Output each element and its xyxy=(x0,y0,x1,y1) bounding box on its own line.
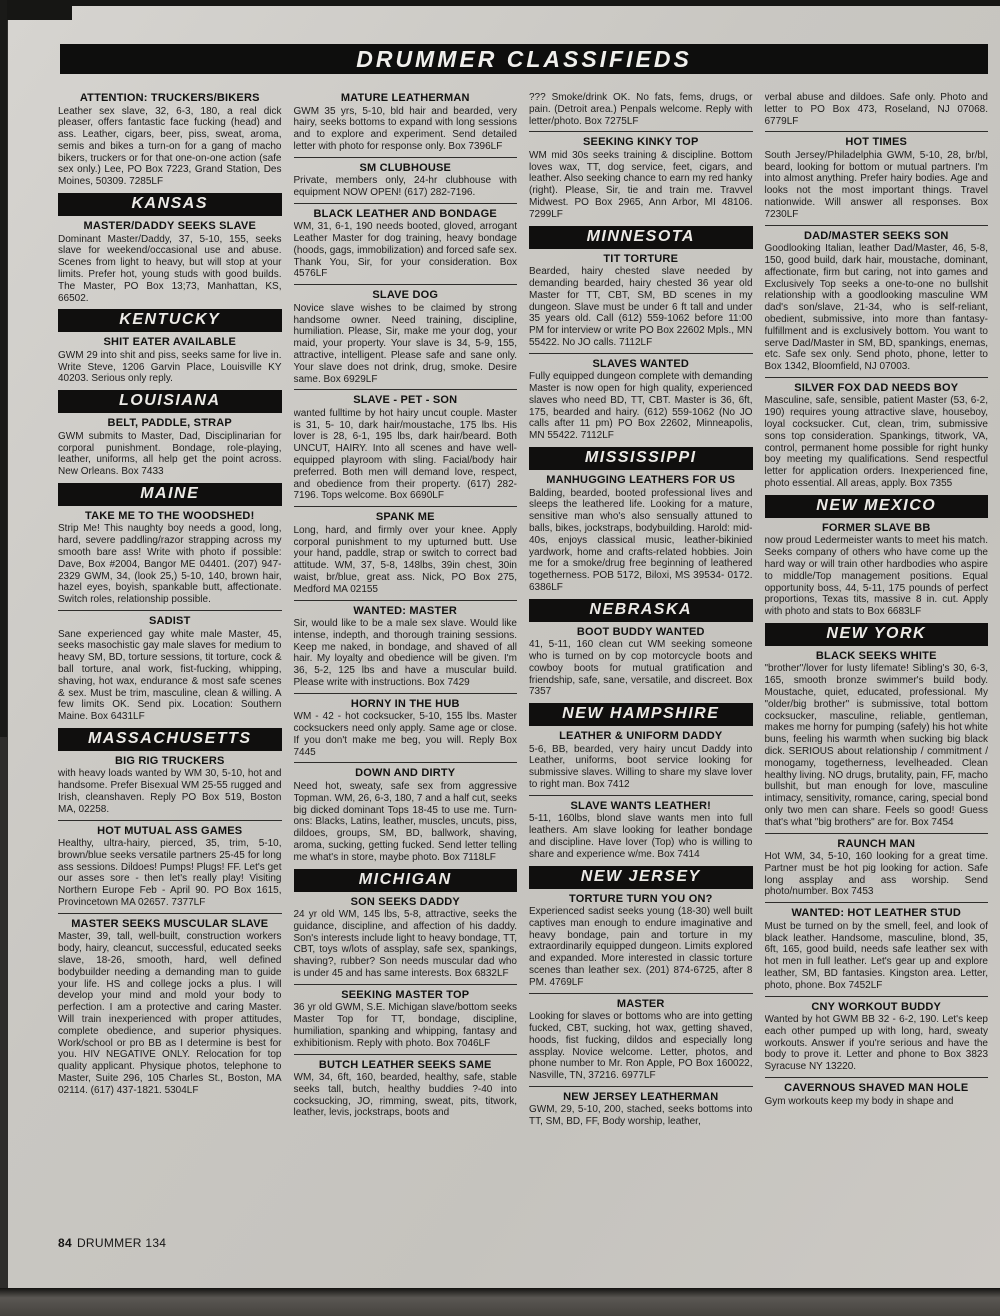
state-header: MAINE xyxy=(58,483,282,506)
ad-title: NEW JERSEY LEATHERMAN xyxy=(563,1090,719,1103)
ad-body: with heavy loads wanted by WM 30, 5-10, hot and handsome. Prefer Bisexual WM 25-55 rugged and Irish, cleanshaven. Reply PO Box 519, Boston MA, 02258. xyxy=(58,768,282,815)
ad-title: MASTER xyxy=(616,997,665,1010)
classified-ad xyxy=(529,993,753,1082)
state-header: NEBRASKA xyxy=(529,599,753,622)
ad-body: 24 yr old WM, 145 lbs, 5-8, attractive, seeks the guidance, discipline, and affection of his daddy. Son's interests include light to heavy bondage, TT, CBT, toys w/lots of assplay, safe sex, spankings, shaving?, rubber? Son needs muscular dad who is under 45 and has same interests. Box 6832LF xyxy=(293,909,517,980)
ad-title: LEATHER & UNIFORM DADDY xyxy=(559,730,723,743)
classified-ad xyxy=(529,1086,753,1128)
ad-title: MATURE LEATHERMAN xyxy=(340,92,470,104)
ad-title: SPANK ME xyxy=(375,511,435,524)
ad-title: BOOT BUDDY WANTED xyxy=(576,625,705,638)
state-header: MICHIGAN xyxy=(294,869,518,892)
page-footer xyxy=(58,1236,166,1250)
scan-edge-top xyxy=(0,0,1000,6)
classified-ad xyxy=(294,762,518,863)
ad-body: South Jersey/Philadelphia GWM, 5-10, 28, br/bl, beard, looking for bottom or mutual partners. I'm into almost anything. Prefer hairy bodies. Age and looks not the most important things. Travel nationwide. Will answer all responses. Box 7230LF xyxy=(764,149,988,220)
ad-title: BLACK SEEKS WHITE xyxy=(815,649,937,662)
ad-body: "brother"/lover for lusty lifemate! Sibling's 30, 6-3, 165, smooth bronze swimmer's build body. Moustache, quiet, educated, professional. My "older/big brother" is submissive, total bottom cocksucker, masculine, reliable, gentleman, makes me horny for pumping (safely) his hot white buns, feeling his warmth when sucking big black dick. SERIOUS about relationship / commitment / monogamy, togetherness, levelheaded. Clean healthy living. NO drugs, brutality, pain, FF, macho bullshit, but man enough for love, masculine intimacy, sensitivity, romance, caring, special bond only two men can share. Feels so good! Guess that's what "big brothers" are for. Box 7454 xyxy=(764,663,988,828)
scan-corner-shadow xyxy=(0,0,72,20)
classified-ad xyxy=(58,610,282,723)
ad-body: Healthy, ultra-hairy, pierced, 35, trim, 5-10, brown/blue seeks versatile partners 25-45 for long ass sessions. Dildoes! Pumps! Plugs! FF. Let's get our asses sore - then let's really play! Visiting Northern Europe Feb - April 90. PO Box 1615, Provincetown MA 02657. 7377LF xyxy=(58,838,282,909)
ad-body: Long, hard, and firmly over your knee. Apply corporal punishment to my upturned butt. Use your hand, paddle, strap or switch to correct bad attitude. WM, 37, 5-8, 148lbs, 39in chest, 30in waist, br/blue, great ass. Nick, PO Box 275, Medford MA 02155 xyxy=(293,524,517,595)
ad-title: SLAVE - PET - SON xyxy=(353,394,458,407)
ad-body: wanted fulltime by hot hairy uncut couple. Master is 31, 5- 10, dark hair/moustache, 175 lbs. His lover is 28, 6-1, 195 lbs, dark hair/beard. Both UNCUT, HAIRY. Into all scenes and have well- equipped playroom with sling. Facial/body hair preferred. Both men will demand love, respect, and obedience from their property. (617) 282-7196. Tops welcome. Box 6690LF xyxy=(293,407,517,502)
classified-ad xyxy=(294,506,518,595)
classified-ad xyxy=(294,157,518,199)
ad-body: Novice slave wishes to be claimed by strong handsome owner. Need training, discipline, humiliation. Please, Sir, make me your dog, your maid, your property. Your slave is 34, 5-9, 155, attractive, intelligent. Please safe and sane only. Your slave does not drink, drug, smoke. Desire same. Box 6929LF xyxy=(293,302,517,385)
classified-ad xyxy=(529,893,753,989)
classifieds-column xyxy=(765,92,989,1254)
classified-ad xyxy=(294,896,518,980)
ad-title: HOT MUTUAL ASS GAMES xyxy=(97,824,243,837)
ad-body: WM, 34, 6ft, 160, bearded, healthy, safe, stable seeks tall, butch, healthy buddies ?-40 into cocksucking, JO, rimming, sweat, pits, titwork, leather, levis, jockstraps, boots and xyxy=(293,1072,517,1119)
ad-title: TORTURE TURN YOU ON? xyxy=(568,892,713,905)
ad-title: MASTER/DADDY SEEKS SLAVE xyxy=(83,220,256,233)
ad-title: RAUNCH MAN xyxy=(837,837,916,850)
ad-body: Need hot, sweaty, safe sex from aggressive Topman. WM, 26, 6-3, 180, 7 and a half cut, seeks big dicked dominant Tops 18-45 to use me. Turn-ons: Blacks, Latins, leather, muscles, uncuts, piss, dildoes, groups, SM, BD, ballwork, shaving, aroma, sucking, getting fucked. Send letter telling me what's in store, maybe photo. Box 7118LF xyxy=(293,780,517,863)
magazine-issue-label: DRUMMER 134 xyxy=(76,1236,167,1250)
ad-body: Dominant Master/Daddy, 37, 5-10, 155, seeks slave for weekend/occasional use and abuse. Scenes from light to heavy, but will stop at your limits. Prefer hot, young studs with good builds. The Master, PO Box 13;73, Manhattan, KS, 66502. xyxy=(58,233,282,304)
classified-ad xyxy=(529,131,753,220)
classified-ad xyxy=(765,92,989,127)
ad-body: Wanted by hot GWM BB 32 - 6-2, 190. Let's keep each other pumped up with long, hard, sweaty workouts. Answer if you're serious and have the body to prove it. Letter and phone to Box 3823 Syracuse NY 13220. xyxy=(764,1014,988,1073)
ad-body: ??? Smoke/drink OK. No fats, fems, drugs, or pain. (Detroit area.) Penpals welcome. Reply with letter/photo. Box 7275LF xyxy=(529,92,753,127)
state-header: KANSAS xyxy=(58,193,282,216)
ad-body: GWM, 29, 5-10, 200, stached, seeks bottoms into TT, SM, BD, FF, Body worship, leather, xyxy=(529,1104,753,1128)
ad-title: TIT TORTURE xyxy=(603,252,679,265)
classifieds-grid xyxy=(58,92,988,1254)
ad-title: DAD/MASTER SEEKS SON xyxy=(803,229,949,242)
ad-body: Sir, would like to be a male sex slave. Would like intense, indepth, and thorough training sessions. Keep me naked, in bondage, and shaved of all hair. My loyalty and obedience will be given. I'm 36, 5-2, 125 lbs and have a muscular build. Please write with instructions. Box 7429 xyxy=(293,618,517,688)
ad-body: Gym workouts keep my body in shape and xyxy=(764,1095,954,1107)
classified-ad xyxy=(765,131,989,220)
ad-title: SILVER FOX DAD NEEDS BOY xyxy=(794,381,959,394)
ad-title: SLAVES WANTED xyxy=(592,357,689,370)
classified-ad xyxy=(765,650,989,829)
state-header: MINNESOTA xyxy=(529,226,753,249)
classified-ad xyxy=(58,92,282,188)
classified-ad xyxy=(765,225,989,373)
state-header: NEW HAMPSHIRE xyxy=(529,703,753,726)
classified-ad xyxy=(765,902,989,991)
ad-body: Experienced sadist seeks young (18-30) well built captives man enough to endure imaginative and heavy bondage, pain and torture in my extraordinarily equipped dungeon. Limits explored and expanded. More interested in classic torture scenes than leather sex. (201) 874-6725, after 8 PM. 4769LF xyxy=(529,906,753,988)
ad-title: HOT TIMES xyxy=(845,136,908,149)
classified-ad xyxy=(765,996,989,1073)
ad-body: WM - 42 - hot cocksucker, 5-10, 155 lbs. Master cocksuckers need only apply. Same age or close. If you don't make me beg, you will. Reply Box 7445 xyxy=(293,711,517,758)
ad-body: verbal abuse and dildoes. Safe only. Photo and letter to PO Box 473, Roseland, NJ 07068. 6779LF xyxy=(764,92,988,127)
ad-body: Strip Me! This naughty boy needs a good, long, hard, severe paddling/razor strapping across my smooth bare ass! Write with photo if possible: Dave, Box #2004, Bangor ME 04401. (207) 947- 2329 GWM, 34, (look 25,) 5-10, 140, brown hair, hazel eyes, boyish, spankable butt, affectionate. Switch roles, relationship possible. xyxy=(58,523,282,606)
classified-ad xyxy=(529,474,753,594)
state-header: NEW JERSEY xyxy=(529,866,753,889)
ad-title: SHIT EATER AVAILABLE xyxy=(103,336,237,349)
page-number: 84 xyxy=(58,1236,72,1250)
classified-ad xyxy=(58,510,282,606)
ad-title: WANTED: HOT LEATHER STUD xyxy=(791,907,962,920)
classifieds-column xyxy=(294,92,518,1254)
ad-title: CNY WORKOUT BUDDY xyxy=(811,1000,942,1013)
classified-ad xyxy=(765,833,989,899)
classified-ad xyxy=(294,693,518,759)
classified-ad xyxy=(765,377,989,490)
classified-ad xyxy=(294,984,518,1050)
ad-body: Looking for slaves or bottoms who are into getting fucked, CBT, sucking, hot wax, getting shaved, hoods, fist fucking, dildos and especially long assplay. Novice welcome. Letter, photos, and phone number to Mr. Ron Apple, PO Box 160022, Nasville, TN, 37216. 6977LF xyxy=(529,1011,753,1082)
classified-ad xyxy=(58,913,282,1097)
ad-body: Fully equipped dungeon complete with demanding Master is now open for high quality, experienced slaves who need BD, TT, CBT. Master is 36, 6ft, 175, bearded and hairy. (612) 559-1062 (No JO calls after 11 pm) PO Box 22602, Minneapolis, MN 55422. 7112LF xyxy=(529,371,753,442)
state-header: KENTUCKY xyxy=(58,309,282,332)
state-header: NEW YORK xyxy=(765,623,989,646)
ad-body: Private, members only, 24-hr clubhouse with equipment NOW OPEN! (617) 282-7196. xyxy=(293,175,517,198)
classified-ad xyxy=(529,795,753,861)
classified-ad xyxy=(529,626,753,698)
classifieds-column xyxy=(58,92,282,1254)
ad-body: Leather sex slave, 32, 6-3, 180, a real dick pleaser, offers fantastic face fucking (head) and ass. Leather, cigars, beer, piss, sweat, aroma, semis and bikes a turn-on for a gang of macho bikers, truckers or for that one-on-one action (safe sex only.) Lee, PO Box 7223, Grand Station, Des Moines, 50309. 7285LF xyxy=(58,105,282,188)
ad-body: GWM submits to Master, Dad, Disciplinarian for corporal punishment. Bondage, role-playing, leather, uniforms, all help get the point across. New Orleans. Box 7433 xyxy=(58,430,282,478)
ad-body: GWM 29 into shit and piss, seeks same for live in. Write Steve, 1206 Garvin Place, Louisville KY 40203. Serious only reply. xyxy=(58,349,282,385)
ad-title: SLAVE WANTS LEATHER! xyxy=(570,799,711,812)
ad-title: ATTENTION: TRUCKERS/BIKERS xyxy=(79,92,260,104)
ad-body: Hot WM, 34, 5-10, 160 looking for a great time. Partner must be hot pig looking for action. Safe long assplay and ass worship. Send photo/number. Box 7453 xyxy=(764,851,988,898)
ad-title: TAKE ME TO THE WOODSHED! xyxy=(85,509,255,522)
ad-title: DOWN AND DIRTY xyxy=(355,767,456,780)
scan-edge-left xyxy=(0,0,7,737)
classified-ad xyxy=(58,820,282,909)
ad-title: BELT, PADDLE, STRAP xyxy=(107,417,232,430)
ad-body: 5-6, BB, bearded, very hairy uncut Daddy into Leather, uniforms, boot service looking for submissive slaves. Willing to share my slave lover to right man. Box 7412 xyxy=(529,743,753,791)
classified-ad xyxy=(529,353,753,442)
state-header: MASSACHUSETTS xyxy=(58,728,282,751)
ad-title: SEEKING KINKY TOP xyxy=(583,136,699,149)
ad-body: Masculine, safe, sensible, patient Master (53, 6-2, 190) requires young attractive slave, houseboy, loyal cocksucker. Cut, clean, trim, submissive sons top consideration. Spankings, titwork, VA, control, permanent home possible for right hunky boy meeting my qualifications. Send respectful letter for application orders. Inexperienced fine, photo essential. All areas, apply. Box 7355 xyxy=(764,395,988,490)
ad-title: BLACK LEATHER AND BONDAGE xyxy=(313,207,497,220)
classified-ad xyxy=(294,389,518,502)
magazine-paper xyxy=(8,6,1000,1288)
classified-ad xyxy=(294,284,518,385)
ad-title: SLAVE DOG xyxy=(372,289,439,302)
ad-title: CAVERNOUS SHAVED MAN HOLE xyxy=(784,1082,969,1094)
ad-title: SADIST xyxy=(148,615,191,628)
classified-ad xyxy=(529,730,753,791)
state-header: NEW MEXICO xyxy=(765,495,989,518)
classifieds-column xyxy=(529,92,753,1254)
ad-title: HORNY IN THE HUB xyxy=(350,697,460,710)
classified-ad xyxy=(294,1054,518,1120)
ad-body: Goodlooking Italian, leather Dad/Master, 46, 5-8, 150, good build, dark hair, moustache, dominant, affectionate, firm but caring, not into games and Exclusively Top seeks a one-to-one no bullshit relationship with a goodlooking masculine WM dad's son/slave, 21-34, who is self-reliant, obedient, submissive, into more than fantasy-fulfillment and is exclusively bottom. You want to serve Dad/Master in SM, BD, spankings, enemas, etc. Safe sex only. Send photo, phone, letter to Box 1342, Bloomfield, NJ 07003. xyxy=(764,243,988,373)
ad-body: WM, 31, 6-1, 190 needs booted, gloved, arrogant Leather Master for dog training, heavy bondage (hoods, gags, immobilization) and forced safe sex. Thank You, Sir, for your consideration. Box 4576LF xyxy=(293,221,517,280)
ad-title: BIG RIG TRUCKERS xyxy=(114,754,225,767)
page-title: DRUMMER CLASSIFIEDS xyxy=(60,44,988,74)
ad-body: 41, 5-11, 160 clean cut WM seeking someone who is turned on by cop motorcycle boots and cowboy boots for mutual gratification and friendship, safe, sane, versatile, and discreet. Box 7357 xyxy=(529,639,753,698)
ad-body: Must be turned on by the smell, feel, and look of black leather. Handsome, masculine, blond, 35, 6ft, 165, good build, needs safe leather sex with hot men in full leather. Let's gear up and explore leather, SM, BD fantasies. Kingston area. Letter, photo, phone. Box 7452LF xyxy=(764,920,988,991)
classified-ad xyxy=(294,600,518,689)
scan-edge-bottom xyxy=(0,1288,1000,1316)
classified-ad xyxy=(58,417,282,478)
classified-ad xyxy=(529,92,753,127)
ad-title: MASTER SEEKS MUSCULAR SLAVE xyxy=(71,917,269,930)
classified-ad xyxy=(765,522,989,618)
ad-title: BUTCH LEATHER SEEKS SAME xyxy=(318,1058,492,1071)
ad-body: WM mid 30s seeks training & discipline. Bottom loves wax, TT, dog service, feet, cigars, and leather. Also seeking chance to earn my red hanky (right). Please, Sir, tie and train me. Travvel Midwest. PO Box 2965, Ann Arbor, MI 48106. 7299LF xyxy=(529,149,753,220)
classified-ad xyxy=(294,203,518,280)
ad-title: SM CLUBHOUSE xyxy=(359,161,452,174)
ad-title: SEEKING MASTER TOP xyxy=(341,988,470,1001)
ad-title: WANTED: MASTER xyxy=(353,604,458,617)
ad-body: Master, 39, tall, well-built, construction workers body, hairy, cleancut, successful, educated seeks slave, 18-26, smooth, hard, well defined bodybuilder needing a demanding man to guide your life. HS and college jocks a plus. I will develop your mind and mold your body to perfection. I am a protective and caring Master. Will train inexperienced with proper attitudes, complete obedience, and superior physiques. Work/school or pro BB as I determine is best for you. HIV NEGATIVE ONLY. Relocation for top quality applicant. Physique photos, telephone to Master, Suite 296, 105 Charles St., Boston, MA 02114. (617) 437-1821. 5304LF xyxy=(58,931,282,1096)
classified-ad xyxy=(294,92,518,153)
classified-ad xyxy=(529,253,753,349)
ad-body: 5-11, 160lbs, blond slave wants men into full leathers. Am slave looking for leather bondage and discipline. Have lover (Top) who is willing to share and experience w/me. Box 7414 xyxy=(529,813,753,860)
state-header: MISSISSIPPI xyxy=(529,447,753,470)
ad-body: now proud Ledermeister wants to meet his match. Seeks company of others who have come up the hard way or will train other hardbodies who aspire to middle/Top management positions. Equal opportunity boss, 44, 5-11, 175 pounds of perfect proportions, Texas tits, massive 8 in. cut. Apply with photo and stats to Box 6683LF xyxy=(764,535,988,618)
ad-body: Sane experienced gay white male Master, 45, seeks masochistic gay male slaves for medium to heavy SM, BD, torture sessions, tit torture, cock & ball torture, anal work, fist-fucking, whipping, shaving, hot wax, endurance & most safe scenes & sex. Must be trim, masculine, clean & willing. A few limits OK. Send pix. Location: Southern Maine. Box 6431LF xyxy=(58,628,282,723)
ad-title: MANHUGGING LEATHERS FOR US xyxy=(546,474,736,487)
ad-title: SON SEEKS DADDY xyxy=(350,895,460,908)
ad-body: Bearded, hairy chested slave needed by demanding bearded, hairy chested 36 year old Master for TT, CBT, SM, BD scenes in my dungeon. Slave must be under 6 ft tall and under 35 years old. Call (612) 559-1062 before 11:00 PM for interview or write PO Box 22602 Mpls., MN 55422. No JO calls. 7112LF xyxy=(529,266,753,348)
classified-ad xyxy=(58,755,282,816)
ad-body: GWM 35 yrs, 5-10, bld hair and bearded, very hairy, seeks bottoms to expand with long sessions and to explore and experiment. Send detailed letter with photo for response only. Box 7396LF xyxy=(293,105,517,152)
state-header: LOUISIANA xyxy=(58,390,282,413)
classified-ad xyxy=(58,336,282,385)
ad-title: FORMER SLAVE BB xyxy=(821,521,931,534)
classified-ad xyxy=(58,220,282,304)
ad-body: Balding, bearded, booted professional lives and sleeps the leathered life. Looking for a mature, sensitive man who's also sensually attuned to balls, bikes, jockstraps, bodybuilding. Harold: mid-40s, enjoys classical music, leather-bikinied yardwork, home and crafts-related hobbies. Join me for a smoke/drug free beginning of leathered togetherness. POB 5172, Biloxi, MS 39534- 0172. 6386LF xyxy=(529,487,753,593)
classified-ad xyxy=(765,1077,989,1107)
ad-body: 36 yr old GWM, S.E. Michigan slave/bottom seeks Master Top for TT, bondage, discipline, humiliation, spanking and whipping, fantasy and exhibitionism. Reply with photo. Box 7046LF xyxy=(293,1002,517,1049)
